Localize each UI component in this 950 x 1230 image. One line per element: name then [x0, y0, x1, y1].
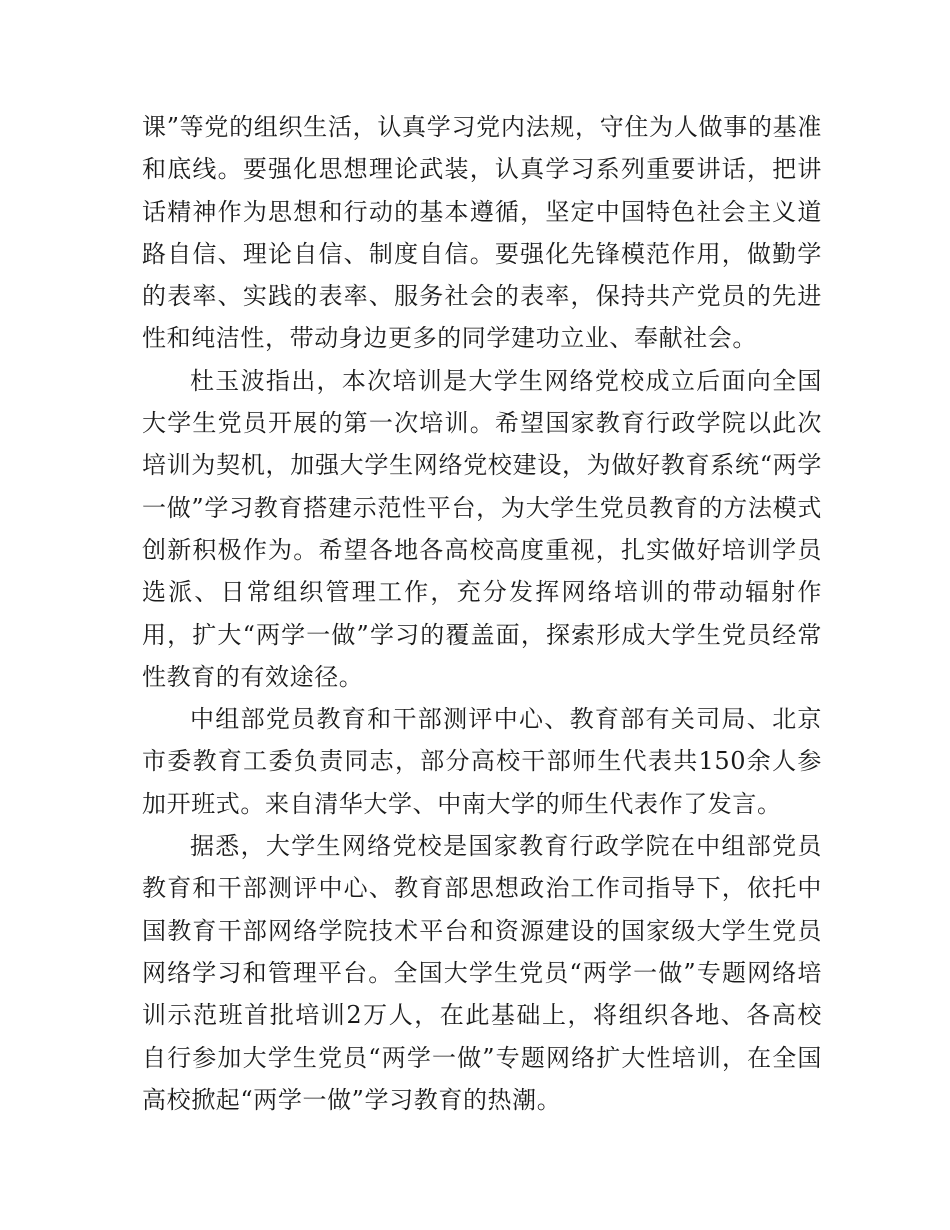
article-body [142, 106, 822, 1121]
paragraph-attendees: 中组部党员教育和干部测评中心、教育部有关司局、北京市委教育工委负责同志，部分高校干部师生代表共150余人参加开班式。来自清华大学、中南大学的师生代表作了发言。 [142, 705, 822, 818]
paragraph-du-yubo: 杜玉波指出，本次培训是大学生网络党校成立后面向全国大学生党员开展的第一次培训。希望国家教育行政学院以此次培训为契机，加强大学生网络党校建设，为做好教育系统“两学一做”学习教育搭建示范性平台，为大学生党员教育的方法模式创新积极作为。希望各地各高校高度重视，扎实做好培训学员选派、日常组织管理工作，充分发挥网络培训的带动辐射作用，扩大“两学一做”学习的覆盖面，探索形成大学生党员经常性教育的有效途径。 [142, 366, 822, 691]
paragraph-continuation: 课”等党的组织生活，认真学习党内法规，守住为人做事的基准和底线。要强化思想理论武装，认真学习系列重要讲话，把讲话精神作为思想和行动的基本遵循，坚定中国特色社会主义道路自信、理论自信、制度自信。要强化先锋模范作用，做勤学的表率、实践的表率、服务社会的表率，保持共产党员的先进性和纯洁性，带动身边更多的同学建功立业、奉献社会。 [142, 113, 822, 353]
paragraph-background: 据悉，大学生网络党校是国家教育行政学院在中组部党员教育和干部测评中心、教育部思想政治工作司指导下，依托中国教育干部网络学院技术平台和资源建设的国家级大学生党员网络学习和管理平台。全国大学生党员“两学一做”专题网络培训示范班首批培训2万人，在此基础上，将组织各地、各高校自行参加大学生党员“两学一做”专题网络扩大性培训，在全国高校掀起“两学一做”学习教育的热潮。 [142, 832, 822, 1114]
